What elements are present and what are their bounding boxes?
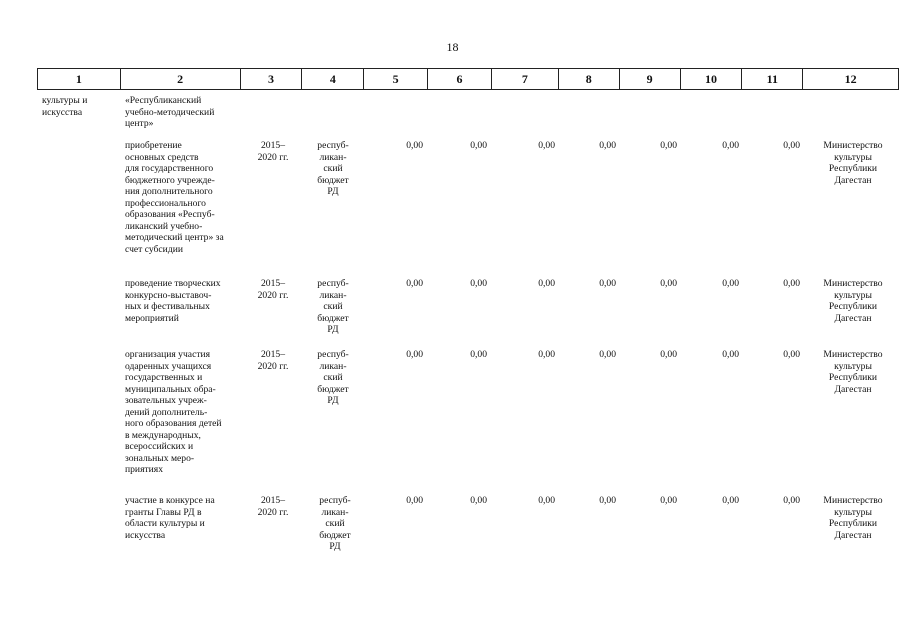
row-value-8: 0,00 — [599, 278, 616, 289]
row-executor: Министерство культуры Республики Дагестан — [823, 349, 883, 395]
row-value-6: 0,00 — [470, 278, 487, 289]
header-col-5: 5 — [364, 69, 428, 89]
row-value-7: 0,00 — [538, 140, 555, 151]
header-col-12: 12 — [844, 71, 857, 86]
continuation-col2: «Республиканский учебно-методический центр» — [125, 95, 215, 129]
row-value-10: 0,00 — [722, 349, 739, 360]
row-value-11: 0,00 — [783, 495, 800, 506]
row-value-9: 0,00 — [660, 278, 677, 289]
row-value-8: 0,00 — [599, 349, 616, 360]
header-col-8: 8 — [559, 69, 620, 89]
header-col-2: 2 — [121, 69, 241, 89]
row-executor: Министерство культуры Республики Дагестан — [823, 278, 883, 324]
header-col-11: 11 — [742, 69, 803, 89]
header-col-7: 7 — [492, 69, 559, 89]
row-value-11: 0,00 — [783, 278, 800, 289]
row-value-5: 0,00 — [406, 278, 423, 289]
row-value-6: 0,00 — [470, 140, 487, 151]
header-col-3: 3 — [241, 69, 303, 89]
row-source: респуб- ликан- ский бюджет РД — [319, 495, 351, 552]
row-source: респуб- ликан- ский бюджет РД — [317, 140, 349, 197]
row-period: 2015– 2020 гг. — [257, 495, 289, 518]
header-col-4: 4 — [302, 69, 364, 89]
row-executor: Министерство культуры Республики Дагестан — [823, 140, 883, 186]
row-value-6: 0,00 — [470, 349, 487, 360]
row-value-11: 0,00 — [783, 140, 800, 151]
row-value-10: 0,00 — [722, 495, 739, 506]
row-source: респуб- ликан- ский бюджет РД — [317, 278, 349, 335]
row-value-6: 0,00 — [470, 495, 487, 506]
row-value-7: 0,00 — [538, 349, 555, 360]
header-col-6: 6 — [428, 69, 492, 89]
row-description: проведение творческих конкурсно-выставоч- ных и фестивальных мероприятий — [125, 278, 221, 324]
row-value-10: 0,00 — [722, 278, 739, 289]
row-value-8: 0,00 — [599, 495, 616, 506]
row-value-7: 0,00 — [538, 495, 555, 506]
row-value-5: 0,00 — [406, 495, 423, 506]
row-period: 2015– 2020 гг. — [257, 278, 289, 301]
page-number: 18 — [446, 40, 459, 54]
row-period: 2015– 2020 гг. — [257, 349, 289, 372]
table-header — [37, 68, 899, 90]
row-value-9: 0,00 — [660, 495, 677, 506]
row-description: участие в конкурсе на гранты Главы РД в области культуры и искусства — [125, 495, 215, 541]
row-value-10: 0,00 — [722, 140, 739, 151]
header-col-1: 1 — [38, 69, 121, 89]
header-col-10: 10 — [681, 69, 743, 89]
row-value-9: 0,00 — [660, 349, 677, 360]
row-description: организация участия одаренных учащихся государственных и муниципальных обра- зовательных учреж- дений дополнитель- ного образования детей в международных, всероссийских и зональных меро- приятиях — [125, 349, 222, 475]
row-value-9: 0,00 — [660, 140, 677, 151]
row-period: 2015– 2020 гг. — [257, 140, 289, 163]
row-value-5: 0,00 — [406, 140, 423, 151]
row-value-11: 0,00 — [783, 349, 800, 360]
row-description: приобретение основных средств для государственного бюджетного учрежде- ния дополнительного профессионального образования «Респуб- ликанский учебно- методический центр» за счет субсидии — [125, 140, 224, 255]
row-source: респуб- ликан- ский бюджет РД — [317, 349, 349, 406]
row-value-5: 0,00 — [406, 349, 423, 360]
header-col-9: 9 — [620, 69, 681, 89]
row-executor: Министерство культуры Республики Дагестан — [823, 495, 883, 541]
continuation-col1: культуры и искусства — [42, 95, 88, 118]
row-value-8: 0,00 — [599, 140, 616, 151]
row-value-7: 0,00 — [538, 278, 555, 289]
